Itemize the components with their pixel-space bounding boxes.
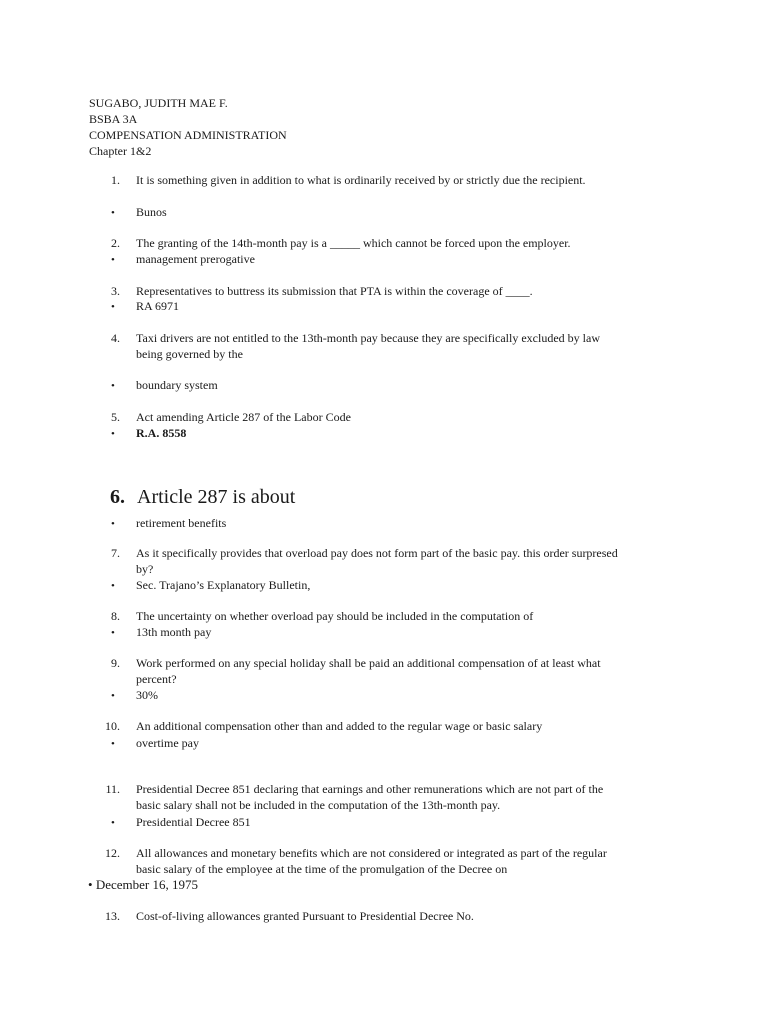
bullet-icon: •	[111, 580, 115, 592]
item-answer: retirement benefits	[136, 516, 227, 530]
chapter-label: Chapter 1&2	[89, 144, 152, 158]
subject-title: COMPENSATION ADMINISTRATION	[89, 128, 287, 142]
item-question-cont: basic salary shall not be included in the computation of the 13th-month pay.	[136, 798, 501, 812]
item-number: 10.	[105, 719, 120, 733]
item-number: 5.	[111, 410, 120, 424]
item-answer: Presidential Decree 851	[136, 815, 251, 829]
item-answer: December 16, 1975	[95, 877, 198, 892]
item-question: Presidential Decree 851 declaring that earnings and other remunerations which are not part of the	[136, 782, 604, 796]
bullet-icon: •	[111, 207, 115, 219]
item-question: Representatives to buttress its submission that PTA is within the coverage of ____.	[136, 284, 533, 298]
item-question: Article 287 is about	[137, 486, 296, 508]
item-answer: Sec. Trajano’s Explanatory Bulletin,	[136, 578, 311, 592]
item-answer: RA 6971	[136, 299, 180, 313]
student-section: BSBA 3A	[89, 112, 138, 126]
bullet-icon: •	[111, 428, 115, 440]
item-number: 2.	[111, 236, 120, 250]
item-question: All allowances and monetary benefits which are not considered or integrated as part of the regular	[136, 846, 607, 860]
item-question-cont: by?	[136, 562, 154, 576]
bullet-icon: •	[88, 877, 93, 892]
item-question: The granting of the 14th-month pay is a _____ which cannot be forced upon the employer.	[136, 236, 571, 250]
item-number: 7.	[111, 546, 120, 560]
bullet-icon: •	[111, 627, 115, 639]
item-question: Work performed on any special holiday shall be paid an additional compensation of at least what	[136, 656, 601, 670]
item-number: 1.	[111, 173, 120, 187]
item-number: 4.	[111, 331, 120, 345]
item-answer: 30%	[136, 688, 158, 702]
item-number: 3.	[111, 284, 120, 298]
item-question-cont: basic salary of the employee at the time of the promulgation of the Decree on	[136, 862, 508, 876]
item-number: 9.	[111, 656, 120, 670]
student-name: SUGABO, JUDITH MAE F.	[89, 96, 228, 110]
item-question: Act amending Article 287 of the Labor Code	[136, 410, 351, 424]
item-question: Taxi drivers are not entitled to the 13th-month pay because they are specifically excluded by law	[136, 331, 600, 345]
outdented-answer	[88, 876, 198, 894]
item-answer: R.A. 8558	[136, 426, 187, 440]
bullet-icon: •	[111, 380, 115, 392]
item-question: It is something given in addition to what is ordinarily received by or strictly due the recipient.	[136, 173, 586, 187]
item-question: The uncertainty on whether overload pay should be included in the computation of	[136, 609, 534, 623]
bullet-icon: •	[111, 738, 115, 750]
item-question: As it specifically provides that overload pay does not form part of the basic pay. this order surpresed	[136, 546, 618, 560]
item-answer: 13th month pay	[136, 625, 212, 639]
item-number: 6.	[110, 486, 125, 508]
item-answer: management prerogative	[136, 252, 255, 266]
bullet-icon: •	[111, 690, 115, 702]
item-question: Cost-of-living allowances granted Pursuant to Presidential Decree No.	[136, 909, 474, 923]
item-number: 11.	[105, 782, 120, 796]
bullet-icon: •	[111, 817, 115, 829]
bullet-icon: •	[111, 301, 115, 313]
item-question-cont: being governed by the	[136, 347, 243, 361]
item-number: 13.	[105, 909, 120, 923]
bullet-icon: •	[111, 254, 115, 266]
item-number: 8.	[111, 609, 120, 623]
item-question-cont: percent?	[136, 672, 177, 686]
bullet-icon: •	[111, 518, 115, 530]
item-number: 12.	[105, 846, 120, 860]
item-answer: Bunos	[136, 205, 167, 219]
item-answer: boundary system	[136, 378, 218, 392]
item-answer: overtime pay	[136, 736, 199, 750]
item-question: An additional compensation other than and added to the regular wage or basic salary	[136, 719, 543, 733]
